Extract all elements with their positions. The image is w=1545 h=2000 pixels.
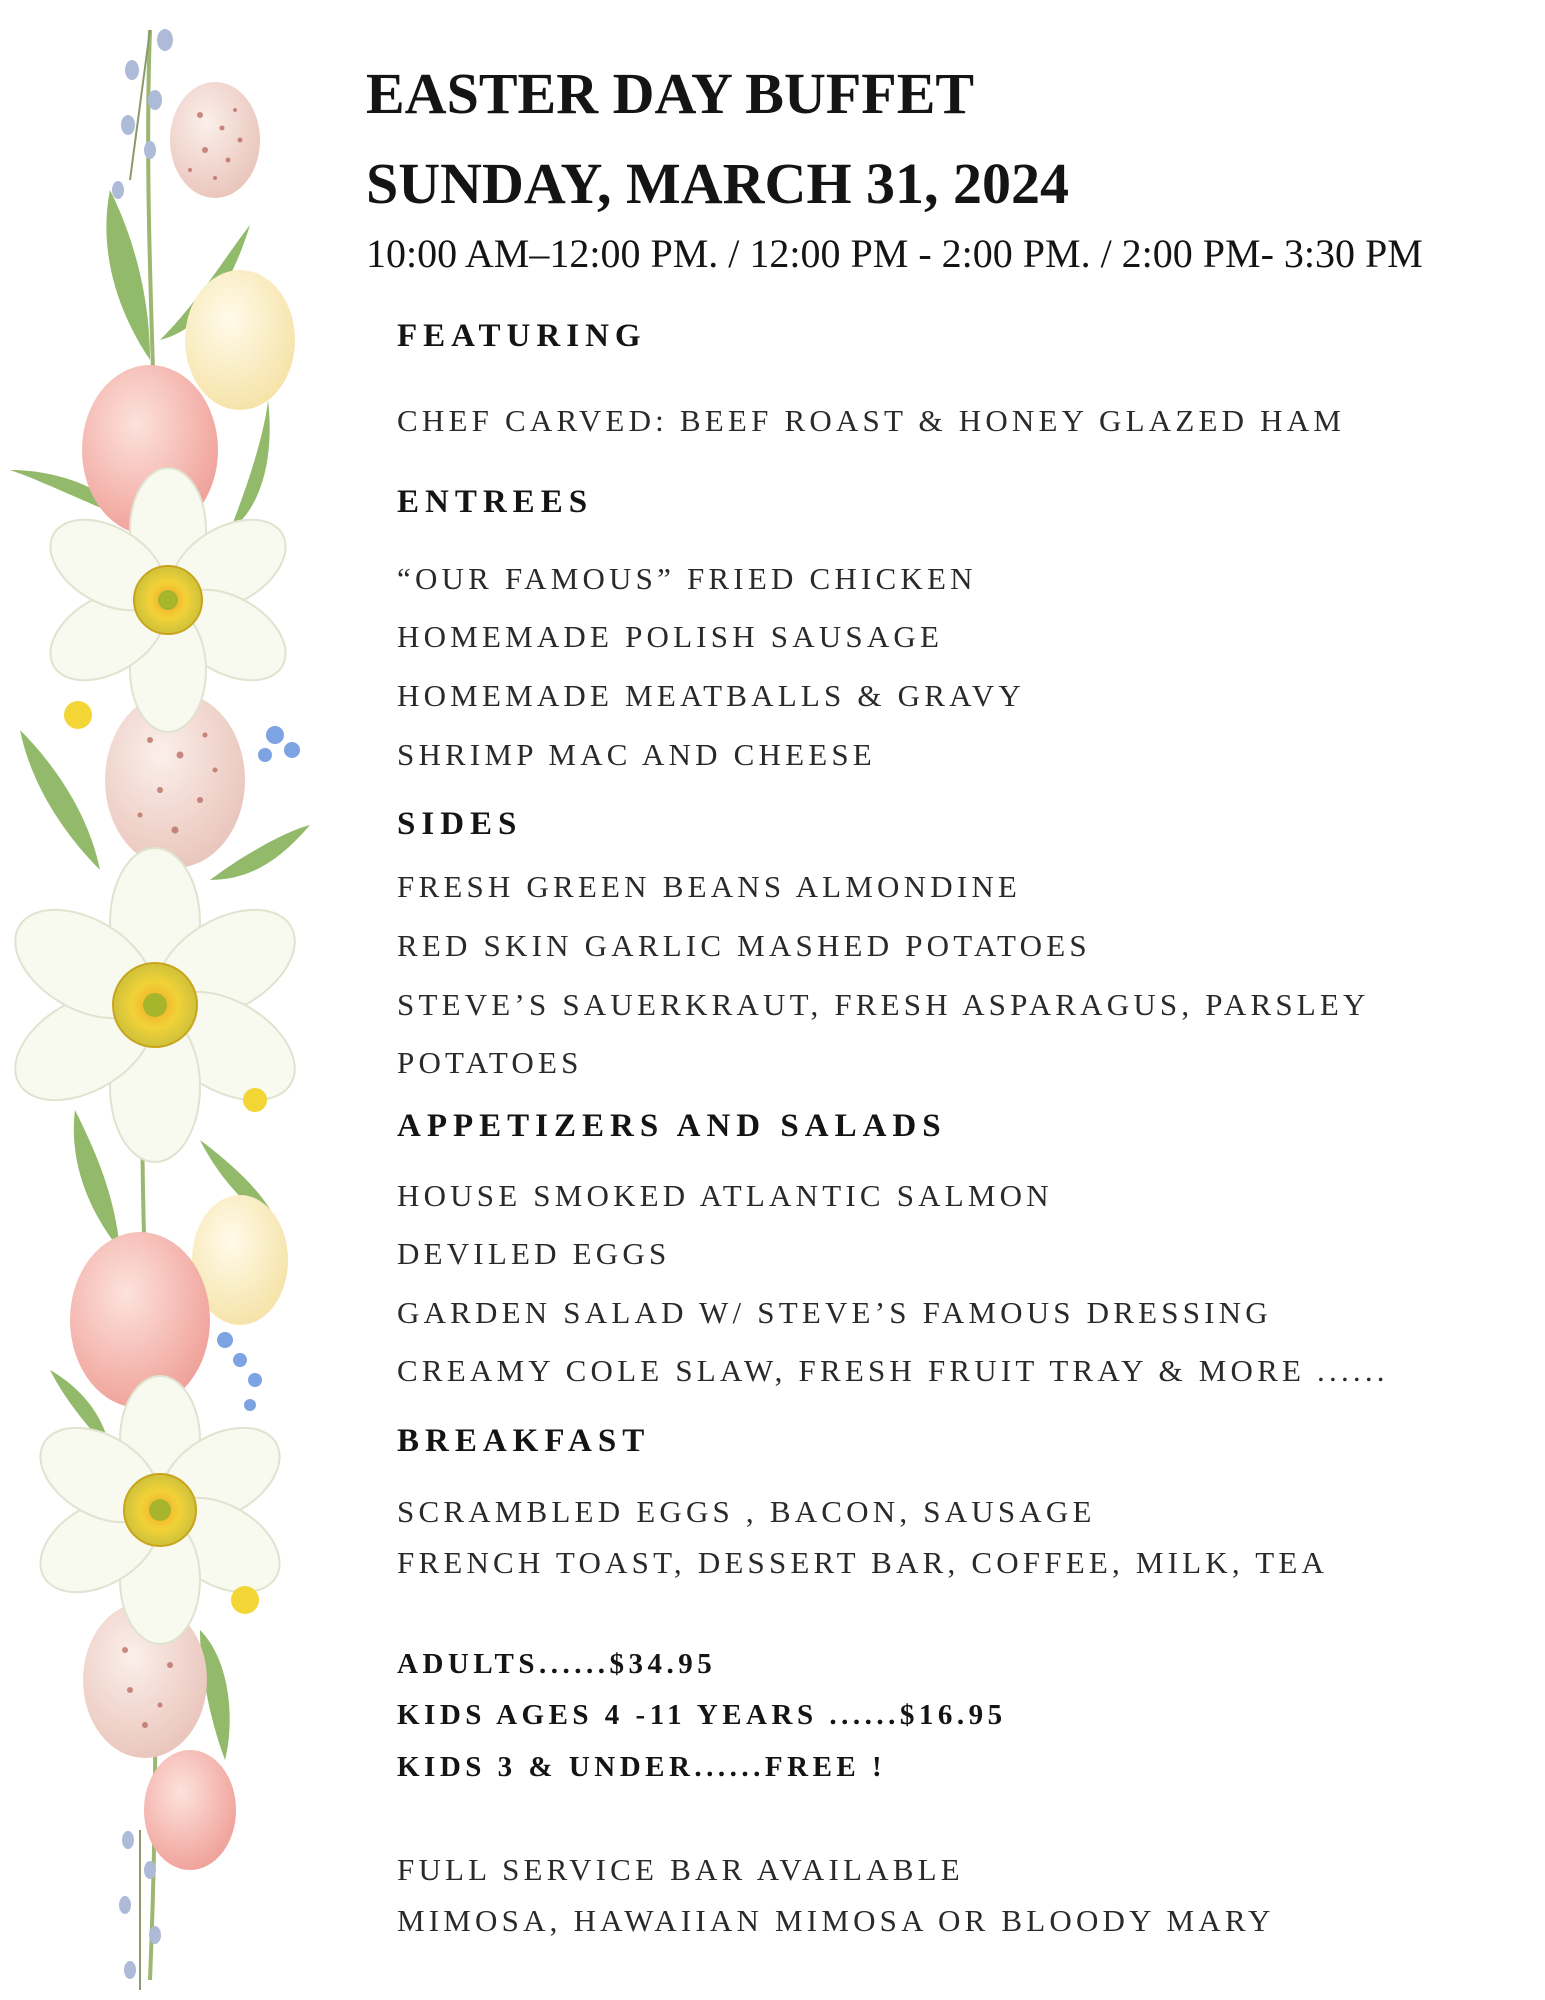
section-heading-breakfast: BREAKFAST: [397, 1423, 651, 1459]
section-heading-sides: SIDES: [397, 806, 523, 842]
section-heading-entrees: ENTREES: [397, 484, 594, 520]
menu-item: SHRIMP MAC AND CHEESE: [397, 737, 876, 772]
menu-item: HOMEMADE MEATBALLS & GRAVY: [397, 678, 1025, 713]
menu-item: CREAMY COLE SLAW, FRESH FRUIT TRAY & MORE ......: [397, 1353, 1389, 1388]
daffodil-icon: [0, 848, 313, 1162]
price-adults: ADULTS......$34.95: [397, 1648, 717, 1680]
bar-drinks: MIMOSA, HAWAIIAN MIMOSA OR BLOODY MARY: [397, 1903, 1275, 1938]
pink-egg-icon: [144, 1750, 236, 1870]
pink-egg-icon: [70, 1232, 210, 1408]
menu-item: FRESH GREEN BEANS ALMONDINE: [397, 869, 1022, 904]
speckled-egg-icon: [170, 82, 260, 198]
cream-egg-icon: [185, 270, 295, 410]
menu-item: GARDEN SALAD W/ STEVE’S FAMOUS DRESSING: [397, 1295, 1272, 1330]
menu-item: CHEF CARVED: BEEF ROAST & HONEY GLAZED HAM: [397, 403, 1346, 438]
menu-item: SCRAMBLED EGGS , BACON, SAUSAGE: [397, 1494, 1096, 1529]
menu-item: FRENCH TOAST, DESSERT BAR, COFFEE, MILK, TEA: [397, 1545, 1329, 1580]
menu-item: POTATOES: [397, 1045, 583, 1080]
menu-item: STEVE’S SAUERKRAUT, FRESH ASPARAGUS, PARSLEY: [397, 987, 1370, 1022]
event-date: SUNDAY, MARCH 31, 2024: [366, 151, 1070, 216]
service-times: 10:00 AM–12:00 PM. / 12:00 PM - 2:00 PM. / 2:00 PM- 3:30 PM: [366, 231, 1423, 276]
price-kids: KIDS AGES 4 -11 YEARS ......$16.95: [397, 1699, 1007, 1731]
price-kids-under-3: KIDS 3 & UNDER......FREE !: [397, 1751, 887, 1783]
floral-border: [0, 0, 320, 2000]
daffodil-icon: [35, 468, 302, 732]
section-heading-featuring: FEATURING: [397, 318, 647, 354]
menu-item: HOMEMADE POLISH SAUSAGE: [397, 619, 944, 654]
page-title: EASTER DAY BUFFET: [366, 61, 975, 126]
menu-item: “OUR FAMOUS” FRIED CHICKEN: [397, 561, 977, 596]
section-heading-appetizers: APPETIZERS AND SALADS: [397, 1108, 947, 1144]
menu-item: DEVILED EGGS: [397, 1236, 671, 1271]
menu-item: HOUSE SMOKED ATLANTIC SALMON: [397, 1178, 1053, 1213]
menu-item: RED SKIN GARLIC MASHED POTATOES: [397, 928, 1091, 963]
bar-availability: FULL SERVICE BAR AVAILABLE: [397, 1852, 964, 1887]
